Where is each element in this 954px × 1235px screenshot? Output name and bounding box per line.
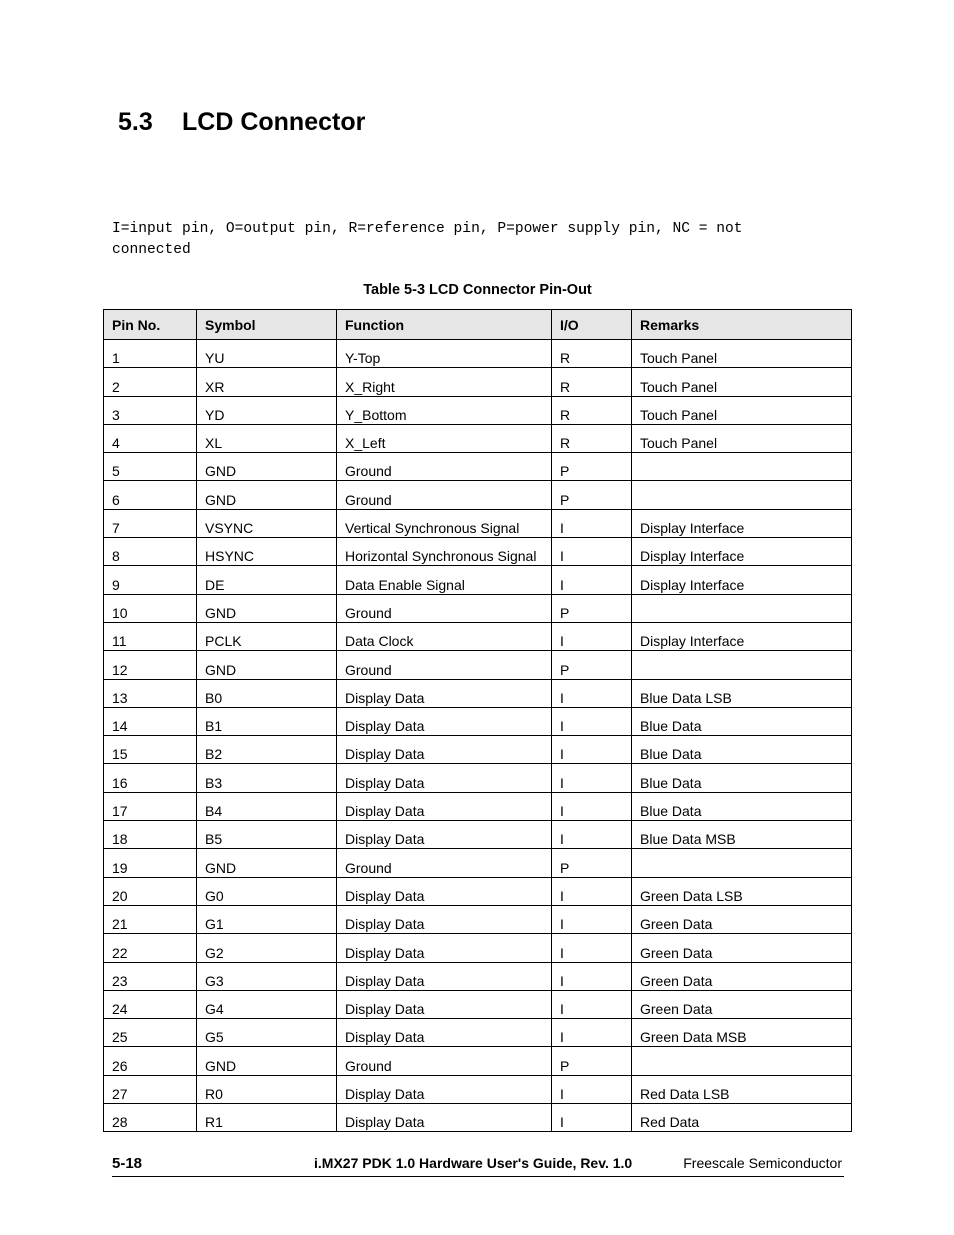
- pin-type-legend: [112, 219, 812, 261]
- document-title: i.MX27 PDK 1.0 Hardware User's Guide, Rev. 1.0: [314, 1155, 633, 1171]
- pin-no-cell: 19: [104, 849, 197, 877]
- symbol-cell: G1: [197, 905, 337, 933]
- table-row: [104, 1019, 852, 1047]
- remarks-cell: Red Data LSB: [632, 1075, 852, 1103]
- io-cell: I: [552, 1104, 632, 1132]
- io-cell: P: [552, 594, 632, 622]
- io-cell: I: [552, 622, 632, 650]
- symbol-cell: R0: [197, 1075, 337, 1103]
- symbol-cell: GND: [197, 651, 337, 679]
- io-cell: I: [552, 566, 632, 594]
- function-cell: X_Left: [337, 424, 552, 452]
- function-cell: Y_Bottom: [337, 396, 552, 424]
- function-cell: Display Data: [337, 934, 552, 962]
- remarks-cell: Blue Data: [632, 707, 852, 735]
- io-cell: I: [552, 538, 632, 566]
- pin-no-cell: 4: [104, 424, 197, 452]
- io-cell: I: [552, 707, 632, 735]
- header-pin-no: Pin No.: [104, 310, 197, 340]
- section-number: 5.3: [118, 108, 153, 136]
- function-cell: Ground: [337, 651, 552, 679]
- io-cell: I: [552, 990, 632, 1018]
- function-cell: Display Data: [337, 736, 552, 764]
- remarks-cell: [632, 481, 852, 509]
- table-row: [104, 622, 852, 650]
- io-cell: I: [552, 792, 632, 820]
- symbol-cell: G3: [197, 962, 337, 990]
- table-row: [104, 481, 852, 509]
- pin-no-cell: 24: [104, 990, 197, 1018]
- io-cell: I: [552, 736, 632, 764]
- function-cell: Display Data: [337, 1104, 552, 1132]
- table-row: [104, 340, 852, 368]
- io-cell: I: [552, 764, 632, 792]
- remarks-cell: Blue Data: [632, 736, 852, 764]
- function-cell: Display Data: [337, 1019, 552, 1047]
- io-cell: P: [552, 849, 632, 877]
- symbol-cell: B1: [197, 707, 337, 735]
- function-cell: Display Data: [337, 707, 552, 735]
- function-cell: Ground: [337, 594, 552, 622]
- remarks-cell: Red Data: [632, 1104, 852, 1132]
- company-name: Freescale Semiconductor: [683, 1155, 842, 1171]
- io-cell: R: [552, 340, 632, 368]
- table-row: [104, 905, 852, 933]
- symbol-cell: GND: [197, 453, 337, 481]
- io-cell: P: [552, 1047, 632, 1075]
- function-cell: Ground: [337, 481, 552, 509]
- table-row: [104, 566, 852, 594]
- remarks-cell: Blue Data MSB: [632, 821, 852, 849]
- remarks-cell: Touch Panel: [632, 424, 852, 452]
- symbol-cell: VSYNC: [197, 509, 337, 537]
- symbol-cell: B5: [197, 821, 337, 849]
- io-cell: P: [552, 481, 632, 509]
- function-cell: Ground: [337, 453, 552, 481]
- table-row: [104, 594, 852, 622]
- function-cell: Display Data: [337, 679, 552, 707]
- io-cell: I: [552, 509, 632, 537]
- table-header-row: [104, 310, 852, 340]
- table-row: [104, 821, 852, 849]
- table-row: [104, 679, 852, 707]
- pin-no-cell: 16: [104, 764, 197, 792]
- function-cell: Data Clock: [337, 622, 552, 650]
- symbol-cell: XL: [197, 424, 337, 452]
- remarks-cell: Display Interface: [632, 509, 852, 537]
- remarks-cell: [632, 594, 852, 622]
- table-row: [104, 1075, 852, 1103]
- pin-no-cell: 6: [104, 481, 197, 509]
- pinout-table: [103, 309, 852, 1132]
- table-row: [104, 424, 852, 452]
- pin-no-cell: 22: [104, 934, 197, 962]
- symbol-cell: DE: [197, 566, 337, 594]
- pin-no-cell: 9: [104, 566, 197, 594]
- remarks-cell: Green Data: [632, 905, 852, 933]
- pin-no-cell: 14: [104, 707, 197, 735]
- function-cell: Horizontal Synchronous Signal: [337, 538, 552, 566]
- io-cell: R: [552, 368, 632, 396]
- remarks-cell: Display Interface: [632, 622, 852, 650]
- header-remarks: Remarks: [632, 310, 852, 340]
- symbol-cell: B3: [197, 764, 337, 792]
- io-cell: I: [552, 962, 632, 990]
- symbol-cell: G4: [197, 990, 337, 1018]
- remarks-cell: Green Data: [632, 934, 852, 962]
- function-cell: X_Right: [337, 368, 552, 396]
- pin-no-cell: 10: [104, 594, 197, 622]
- remarks-cell: Touch Panel: [632, 368, 852, 396]
- pin-no-cell: 23: [104, 962, 197, 990]
- table-row: [104, 962, 852, 990]
- legend-line-1: I=input pin, O=output pin, R=reference pin, P=power supply pin, NC = not: [112, 221, 743, 237]
- remarks-cell: Touch Panel: [632, 396, 852, 424]
- function-cell: Display Data: [337, 764, 552, 792]
- io-cell: R: [552, 396, 632, 424]
- remarks-cell: [632, 1047, 852, 1075]
- pin-no-cell: 15: [104, 736, 197, 764]
- table-row: [104, 368, 852, 396]
- footer-divider: [112, 1176, 844, 1177]
- io-cell: P: [552, 453, 632, 481]
- symbol-cell: B0: [197, 679, 337, 707]
- io-cell: P: [552, 651, 632, 679]
- pin-no-cell: 12: [104, 651, 197, 679]
- io-cell: I: [552, 877, 632, 905]
- symbol-cell: G2: [197, 934, 337, 962]
- legend-line-2: connected: [112, 242, 191, 258]
- remarks-cell: Touch Panel: [632, 340, 852, 368]
- function-cell: Ground: [337, 849, 552, 877]
- remarks-cell: Blue Data: [632, 764, 852, 792]
- section-title: LCD Connector: [182, 108, 366, 136]
- function-cell: Display Data: [337, 877, 552, 905]
- symbol-cell: GND: [197, 849, 337, 877]
- table-row: [104, 1104, 852, 1132]
- page-number: 5-18: [112, 1155, 143, 1172]
- pin-no-cell: 25: [104, 1019, 197, 1047]
- table-row: [104, 538, 852, 566]
- header-function: Function: [337, 310, 552, 340]
- table-row: [104, 453, 852, 481]
- table-row: [104, 651, 852, 679]
- remarks-cell: Blue Data: [632, 792, 852, 820]
- function-cell: Display Data: [337, 1075, 552, 1103]
- symbol-cell: YU: [197, 340, 337, 368]
- pin-no-cell: 17: [104, 792, 197, 820]
- symbol-cell: XR: [197, 368, 337, 396]
- table-row: [104, 707, 852, 735]
- io-cell: R: [552, 424, 632, 452]
- symbol-cell: GND: [197, 481, 337, 509]
- symbol-cell: B4: [197, 792, 337, 820]
- table-row: [104, 792, 852, 820]
- remarks-cell: [632, 651, 852, 679]
- pin-no-cell: 13: [104, 679, 197, 707]
- pin-no-cell: 5: [104, 453, 197, 481]
- table-body: [104, 340, 852, 1132]
- function-cell: Y-Top: [337, 340, 552, 368]
- symbol-cell: GND: [197, 1047, 337, 1075]
- io-cell: I: [552, 934, 632, 962]
- pin-no-cell: 7: [104, 509, 197, 537]
- pin-no-cell: 2: [104, 368, 197, 396]
- io-cell: I: [552, 1019, 632, 1047]
- remarks-cell: Green Data: [632, 990, 852, 1018]
- function-cell: Data Enable Signal: [337, 566, 552, 594]
- symbol-cell: R1: [197, 1104, 337, 1132]
- symbol-cell: GND: [197, 594, 337, 622]
- function-cell: Display Data: [337, 990, 552, 1018]
- remarks-cell: [632, 453, 852, 481]
- pin-no-cell: 11: [104, 622, 197, 650]
- remarks-cell: Blue Data LSB: [632, 679, 852, 707]
- function-cell: Vertical Synchronous Signal: [337, 509, 552, 537]
- header-symbol: Symbol: [197, 310, 337, 340]
- io-cell: I: [552, 905, 632, 933]
- pin-no-cell: 3: [104, 396, 197, 424]
- table-row: [104, 934, 852, 962]
- function-cell: Display Data: [337, 821, 552, 849]
- table-row: [104, 990, 852, 1018]
- pin-no-cell: 27: [104, 1075, 197, 1103]
- remarks-cell: Green Data LSB: [632, 877, 852, 905]
- table-row: [104, 736, 852, 764]
- pin-no-cell: 26: [104, 1047, 197, 1075]
- symbol-cell: G5: [197, 1019, 337, 1047]
- function-cell: Ground: [337, 1047, 552, 1075]
- section-heading: [118, 108, 365, 137]
- pin-no-cell: 18: [104, 821, 197, 849]
- symbol-cell: YD: [197, 396, 337, 424]
- remarks-cell: Green Data: [632, 962, 852, 990]
- pin-no-cell: 8: [104, 538, 197, 566]
- function-cell: Display Data: [337, 962, 552, 990]
- table-row: [104, 764, 852, 792]
- remarks-cell: Display Interface: [632, 538, 852, 566]
- table-row: [104, 1047, 852, 1075]
- function-cell: Display Data: [337, 792, 552, 820]
- remarks-cell: Display Interface: [632, 566, 852, 594]
- table-row: [104, 849, 852, 877]
- io-cell: I: [552, 679, 632, 707]
- symbol-cell: B2: [197, 736, 337, 764]
- header-io: I/O: [552, 310, 632, 340]
- io-cell: I: [552, 821, 632, 849]
- table-row: [104, 509, 852, 537]
- table-row: [104, 877, 852, 905]
- remarks-cell: Green Data MSB: [632, 1019, 852, 1047]
- pin-no-cell: 20: [104, 877, 197, 905]
- symbol-cell: HSYNC: [197, 538, 337, 566]
- pin-no-cell: 21: [104, 905, 197, 933]
- table-caption: Table 5-3 LCD Connector Pin-Out: [363, 282, 592, 298]
- function-cell: Display Data: [337, 905, 552, 933]
- symbol-cell: G0: [197, 877, 337, 905]
- remarks-cell: [632, 849, 852, 877]
- pin-no-cell: 1: [104, 340, 197, 368]
- pin-no-cell: 28: [104, 1104, 197, 1132]
- table-row: [104, 396, 852, 424]
- io-cell: I: [552, 1075, 632, 1103]
- symbol-cell: PCLK: [197, 622, 337, 650]
